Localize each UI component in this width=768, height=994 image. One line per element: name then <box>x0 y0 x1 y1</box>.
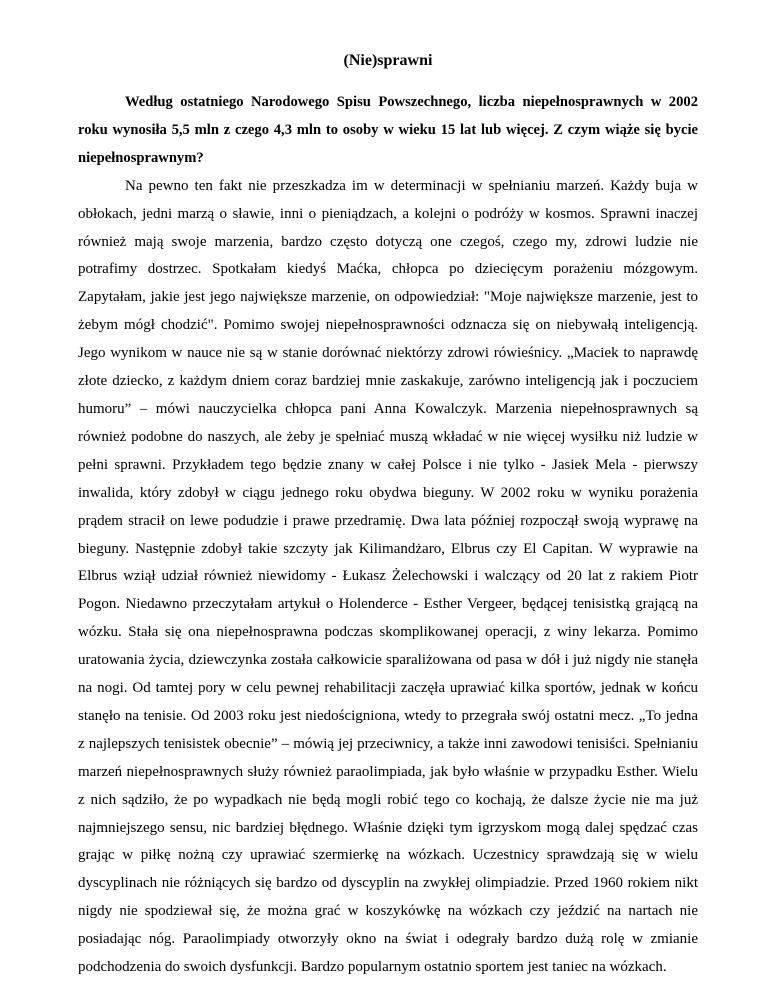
document-page <box>78 50 698 982</box>
document-title: (Nie)sprawni <box>343 52 433 69</box>
body-paragraph: Na pewno ten fakt nie przeszkadza im w determinacji w spełnianiu marzeń. Każdy buja w obłokach, jedni marzą o sławie, inni o pieniądzach, a kolejni o podróży w kosmos. Sprawni inaczej również mają swoje marzenia, bardzo często dotyczą one czegoś, czego my, zdrowi ludzie nie potrafimy dostrzec. Spotkałam kiedyś Maćka, chłopca po dziecięcym porażeniu mózgowym. Zapytałam, jakie jest jego największe marzenie, on odpowiedział: "Moje największe marzenie, jest to żebym mógł chodzić". Pomimo swojej niepełnosprawności odznacza się on niebywałą inteligencją. Jego wynikom w nauce nie są w stanie dorównać niektórzy zdrowi rówieśnicy. „Maciek to naprawdę złote dziecko, z każdym dniem coraz bardziej mnie zaskakuje, zarówno inteligencją jak i poczuciem humoru” – mówi nauczycielka chłopca pani Anna Kowalczyk. Marzenia niepełnosprawnych są również podobne do naszych, ale żeby je spełniać muszą wkładać w nie więcej wysiłku niż ludzie w pełni sprawni. Przykładem tego będzie znany w całej Polsce i nie tylko - Jasiek Mela - pierwszy inwalida, który zdobył w ciągu jednego roku obydwa bieguny. W 2002 roku w wyniku porażenia prądem stracił on lewe podudzie i prawe przedramię. Dwa lata później rozpoczął swoją wyprawę na bieguny. Następnie zdobył takie szczyty jak Kilimandżaro, Elbrus czy El Capitan. W wyprawie na Elbrus wziął udział również niewidomy - Łukasz Żelechowski i walczący od 20 lat z rakiem Piotr Pogon. Niedawno przeczytałam artykuł o Holenderce - Esther Vergeer, będącej tenisistką grającą na wózku. Stała się ona niepełnosprawna podczas skomplikowanej operacji, z winy lekarza. Pomimo uratowania życia, dziewczynka została całkowicie sparaliżowana od pasa w dół i już nigdy nie stanęła na nogi. Od tamtej pory w celu pewnej rehabilitacji zaczęła uprawiać kilka sportów, jednak w końcu stanęło na tenisie. Od 2003 roku jest niedościgniona, wtedy to przegrała swój ostatni mecz. „To jedna z najlepszych tenisistek obecnie” – mówią jej przeciwnicy, a także inni zawodowi tenisiści. Spełnianiu marzeń niepełnosprawnych służy również paraolimpiada, jak było właśnie w przypadku Esther. Wielu z nich sądziło, że po wypadkach nie będą mogli robić tego co kochają, że dalsze życie nie ma już najmniejszego sensu, nic bardziej błędnego. Właśnie dzięki tym igrzyskom mogą dalej spędzać czas grając w piłkę nożną czy uprawiać szermierkę na wózkach. Uczestnicy sprawdzają się w wielu dyscyplinach nie różniących się bardzo od dyscyplin na zwykłej olimpiadzie. Przed 1960 rokiem nikt nigdy nie spodziewał się, że można grać w koszykówkę na wózkach czy jeździć na nartach nie posiadając nóg. Paraolimpiady otworzyły okno na świat i odegrały bardzo dużą rolę w zmianie podchodzenia do swoich dysfunkcji. Bardzo popularnym ostatnio sportem jest taniec na wózkach. <box>78 177 698 976</box>
lead-paragraph: Według ostatniego Narodowego Spisu Powszechnego, liczba niepełnosprawnych w 2002 roku wynosiła 5,5 mln z czego 4,3 mln to osoby w wieku 15 lat lub więcej. Z czym wiąże się bycie niepełnosprawnym? <box>78 94 698 166</box>
